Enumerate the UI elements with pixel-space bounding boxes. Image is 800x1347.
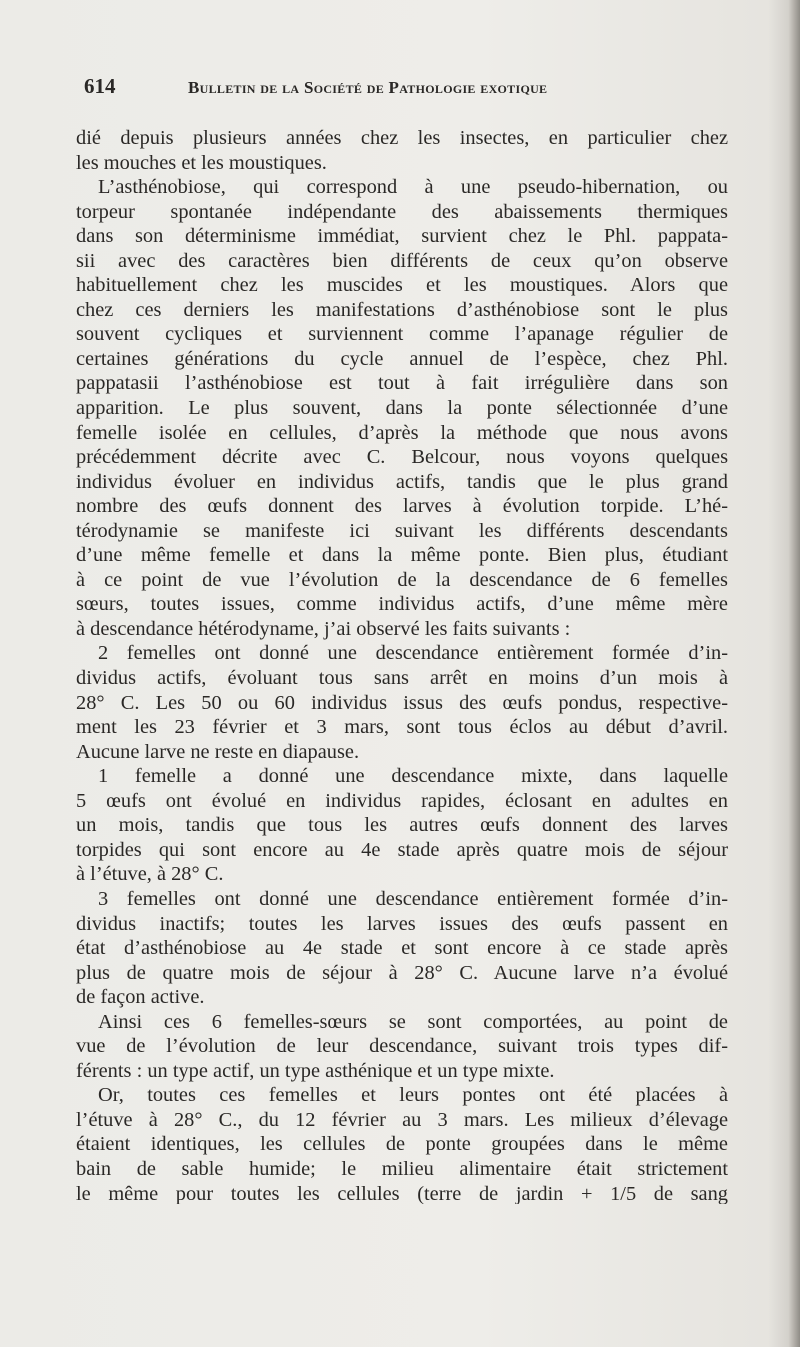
text-line: un mois, tandis que tous les autres œufs donnent des larves: [76, 814, 728, 837]
text-line: apparition. Le plus souvent, dans la ponte sélectionnée d’une: [76, 397, 728, 420]
text-line: ment les 23 février et 3 mars, sont tous éclos au début d’avril.: [76, 716, 728, 739]
text-line: les mouches et les moustiques.: [76, 151, 327, 174]
text-line: dié depuis plusieurs années chez les insectes, en particulier chez: [76, 127, 728, 149]
text-line: sii avec des caractères bien différents de ceux qu’on observe: [76, 249, 728, 272]
text-line: Ainsi ces 6 femelles-sœurs se sont comportées, au point de: [98, 1010, 728, 1033]
text-line: nombre des œufs donnent des larves à évolution torpide. L’hé-: [76, 495, 728, 518]
text-line: plus de quatre mois de séjour à 28° C. Aucune larve n’a évolué: [76, 961, 728, 984]
text-line: individus évoluer en individus actifs, tandis que le plus grand: [76, 470, 728, 493]
body-text: [76, 126, 728, 1204]
text-line: d’une même femelle et dans la même ponte. Bien plus, étudiant: [76, 544, 728, 567]
text-line: 5 œufs ont évolué en individus rapides, éclosant en adultes en: [76, 789, 728, 812]
text-line: à l’étuve, à 28° C.: [76, 863, 224, 886]
page-header: [84, 74, 724, 102]
text-line: Or, toutes ces femelles et leurs pontes ont été placées à: [98, 1084, 728, 1107]
text-line: torpeur spontanée indépendante des abaissements thermiques: [76, 200, 728, 223]
text-line: torpides qui sont encore au 4e stade après quatre mois de séjour: [76, 838, 728, 861]
running-title: Bulletin de la Société de Pathologie exotique: [188, 78, 548, 97]
text-line: étaient identiques, les cellules de ponte groupées dans le même: [76, 1133, 728, 1156]
text-line: sœurs, toutes issues, comme individus actifs, d’une même mère: [76, 593, 728, 616]
text-line: dividus actifs, évoluant tous sans arrêt en moins d’un mois à: [76, 667, 728, 690]
text-line: souvent cycliques et surviennent comme l’apanage régulier de: [76, 323, 728, 346]
text-line: dans son déterminisme immédiat, survient chez le Phl. pappata-: [76, 225, 728, 248]
text-line: 2 femelles ont donné une descendance entièrement formée d’in-: [98, 642, 728, 665]
text-line: certaines générations du cycle annuel de l’espèce, chez Phl.: [76, 347, 728, 370]
text-line: Aucune larve ne reste en diapause.: [76, 740, 360, 763]
page-number: 614: [84, 74, 116, 98]
text-line: état d’asthénobiose au 4e stade et sont encore à ce stade après: [76, 937, 728, 960]
text-line: dividus inactifs; toutes les larves issues des œufs passent en: [76, 912, 728, 935]
text-line: chez ces derniers les manifestations d’asthénobiose sont le plus: [76, 298, 728, 321]
text-line: 3 femelles ont donné une descendance entièrement formée d’in-: [98, 887, 728, 910]
page-edge-shadow: [788, 0, 800, 1347]
text-line: l’étuve à 28° C., du 12 février au 3 mars. Les milieux d’élevage: [76, 1108, 728, 1131]
text-line: de façon active.: [76, 986, 205, 1009]
text-line: vue de l’évolution de leur descendance, suivant trois types dif-: [76, 1035, 728, 1058]
text-line: femelle isolée en cellules, d’après la méthode que nous avons: [76, 421, 728, 444]
text-line: à ce point de vue l’évolution de la descendance de 6 femelles: [76, 568, 728, 591]
text-line: L’asthénobiose, qui correspond à une pseudo-hibernation, ou: [98, 176, 728, 199]
text-line: le même pour toutes les cellules (terre de jardin + 1/5 de sang: [76, 1182, 728, 1204]
text-line: 1 femelle a donné une descendance mixte, dans laquelle: [98, 765, 728, 788]
text-line: habituellement chez les muscides et les moustiques. Alors que: [76, 274, 728, 297]
text-line: 28° C. Les 50 ou 60 individus issus des œufs pondus, respective-: [76, 691, 728, 714]
text-line: à descendance hétérodyname, j’ai observé les faits suivants :: [76, 617, 571, 640]
text-line: bain de sable humide; le milieu alimentaire était strictement: [76, 1157, 728, 1180]
text-line: pappatasii l’asthénobiose est tout à fait irrégulière dans son: [76, 372, 728, 395]
text-line: férents : un type actif, un type asthénique et un type mixte.: [76, 1059, 555, 1082]
text-line: précédemment décrite avec C. Belcour, nous voyons quelques: [76, 446, 728, 469]
text-line: térodynamie se manifeste ici suivant les différents descendants: [76, 519, 728, 542]
